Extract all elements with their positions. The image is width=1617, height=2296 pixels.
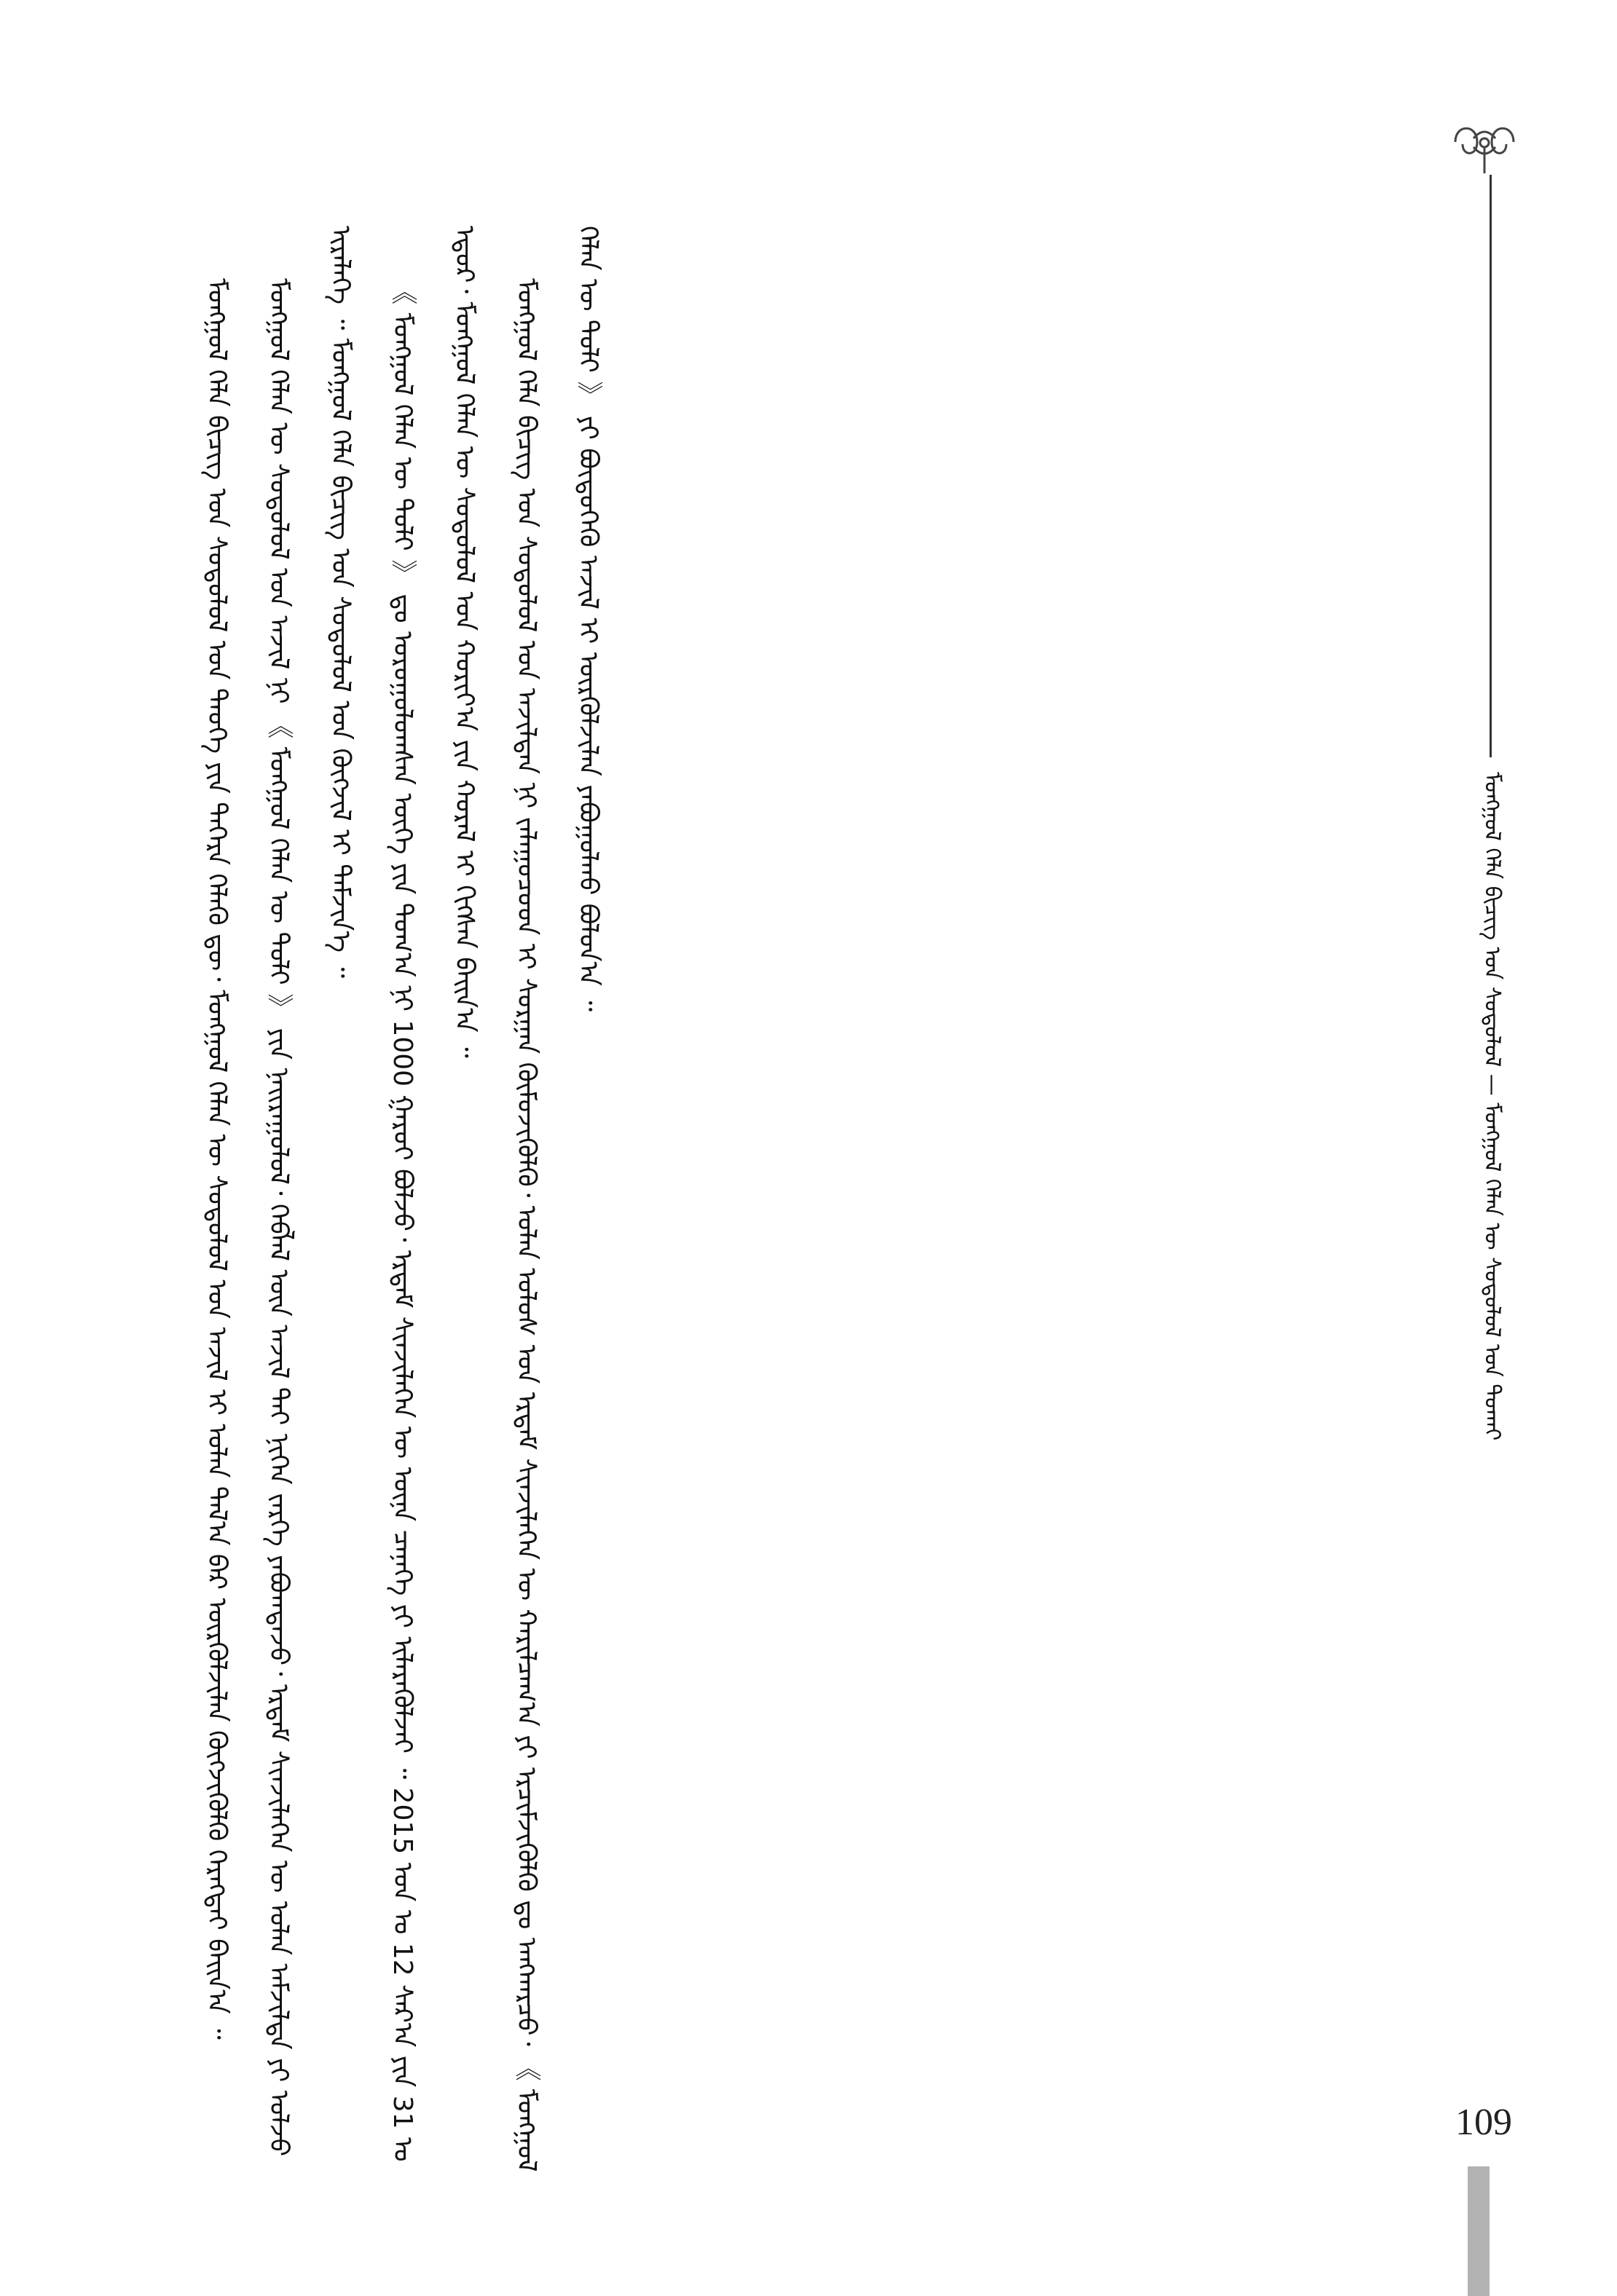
body-text [186,226,1453,2192]
body-paragraph: 《 ᠮᠣᠩᠭᠣᠯ ᠬᠡᠯᠡᠨ ᠦ ᠲᠣᠯᠢ 》 ᠳᠤ ᠣᠷᠣᠭᠤᠯᠤᠭᠰᠠᠨ ᠦᠭᠡ ᠶᠢᠨ ᠲᠣᠭ᠎ᠠ ᠨᠢ 1000 ᠭᠠᠷᠤᠢ ᠪᠣᠯᠵᠤ᠂ ᠡᠷᠳᠡᠮ ᠰᠢᠨᠵᠢᠯᠡᠭᠡᠨ ᠦ ᠦᠨᠡ ᠴᠡᠨᠡᠭᠡ ᠶᠢ ᠢᠯᠡᠷᠡᠭᠦᠯᠵᠡᠢ ᠃ 2015 ᠣᠨ ᠤ 12 ᠰᠠᠷ᠎ᠠ ᠶᠢᠨ 31 ᠤ ᠡᠳᠦᠷ᠂ ᠮᠣᠩᠭᠣᠯ ᠬᠡᠯᠡᠨ ᠦ ᠰᠤᠳᠤᠯᠤᠯ ᠤᠨ ᠬᠣᠷᠢᠶ᠎ᠠ ᠶᠢᠨ ᠬᠤᠷᠠᠯ ᠢ ᠬᠢᠭᠰᠡᠨ ᠪᠠᠢᠨ᠎ᠠ ᠃ [387,226,479,2162]
body-paragraph: ᠮᠣᠩᠭᠣᠯ ᠬᠡᠯᠡᠨ ᠦ ᠰᠤᠳᠤᠯᠤᠯ ᠤᠨ ᠠᠵᠢᠯ ᠨᠢ 《 ᠮᠣᠩᠭᠣᠯ ᠬᠡᠯᠡᠨ ᠦ ᠲᠣᠯᠢ 》 ᠶᠢᠨ ᠨᠠᠢᠷᠠᠭᠤᠯᠤᠯ᠂ ᠬᠡᠪᠯᠡᠯ ᠦᠨ ᠠᠵᠢᠯ ᠲᠠᠢ ᠨᠢᠭᠡᠨ ᠵᠡᠷᠭᠡ ᠶᠠᠪᠤᠭᠳᠠᠵᠤ᠂ ᠡᠷᠳᠡᠮ ᠰᠢᠨᠵᠢᠯᠡᠭᠡᠨ ᠦ ᠣᠯᠠᠨ ᠠᠮᠵᠢᠯᠲᠠ ᠶᠢ ᠣᠯᠵᠤ ᠢᠷᠡᠯᠡᠭᠡ ᠃ ᠮᠣᠩᠭᠣᠯ ᠬᠡᠯᠡ ᠪᠢᠴᠢᠭ ᠤᠨ ᠰᠤᠳᠤᠯᠤᠯ ᠤᠨ ᠬᠥᠭᠵᠢᠯ ᠢ ᠳᠡᠮᠵᠢᠨ᠎ᠡ ᠃ [264,226,355,2157]
page-number: 109 [1455,2102,1512,2143]
header-rule [1490,175,1492,757]
body-paragraph: ᠮᠣᠩᠭᠣᠯ ᠬᠡᠯᠡ ᠪᠢᠴᠢᠭ ᠤᠨ ᠰᠤᠳᠤᠯᠤᠯ ᠤᠨ ᠲᠡᠦᠬᠡ ᠶᠢᠨ ᠳᠡᠭᠡᠷᠡ ᠬᠡᠯᠡᠬᠦ ᠳᠦ᠂ ᠮᠣᠩᠭᠣᠯ ᠬᠡᠯᠡᠨ ᠦ ᠰᠤᠳᠤᠯᠤᠯ ᠤᠨ ᠠᠵᠢᠯ ᠢ ᠣᠯᠠᠨ ᠲᠠᠯ᠎ᠠ ᠪᠠᠷ ᠦᠷᠭᠦᠯᠵᠢᠯᠡᠨ ᠬᠦᠭᠵᠢᠭᠦᠯᠬᠦ ᠬᠡᠷᠡᠭᠲᠡᠢ ᠪᠠᠢᠨ᠎ᠠ ᠃ [202,278,232,2040]
page-edge-bar [1468,2166,1490,2296]
running-head: ᠮᠣᠩᠭᠣᠯ ᠬᠡᠯᠡ ᠪᠢᠴᠢᠭ ᠤᠨ ᠰᠤᠳᠤᠯᠤᠯ — ᠮᠣᠩᠭᠣᠯ ᠬᠡᠯᠡᠨ ᠦ ᠰᠤᠳᠤᠯᠤᠯ ᠤᠨ ᠲᠤᠬᠠᠢ [1479,772,1505,1441]
body-paragraph: ᠮᠣᠩᠭᠣᠯ ᠬᠡᠯᠡ ᠪᠢᠴᠢᠭ ᠤᠨ ᠰᠤᠳᠤᠯᠤᠯ ᠤᠨ ᠠᠵᠢᠯᠲᠠᠨ ᠨᠢ ᠵᠠᠯᠠᠭᠤᠴᠤᠳ ᠢ ᠰᠤᠷᠭᠠᠨ ᠬᠦᠮᠦᠵᠢᠭᠦᠯᠬᠦ᠂ ᠣᠯᠠᠨ ᠤᠯᠤᠰ ᠤᠨ ᠡᠷᠳᠡᠮ ᠰᠢᠨᠵᠢᠯᠡᠭᠡᠨ ᠦ ᠬᠠᠷᠢᠯᠴᠠᠭ᠎ᠠ ᠶᠢ ᠡᠷᠴᠢᠮᠵᠢᠭᠦᠯᠬᠦ ᠳᠤ ᠠᠩᠬᠠᠷᠴᠤ᠂ 《 ᠮᠣᠩᠭᠣᠯ ᠬᠡᠯᠡᠨ ᠦ ᠲᠣᠯᠢ 》 ᠶᠢ ᠪᠦᠲᠦᠭᠡᠬᠦ ᠠᠵᠢᠯ ᠢ ᠦᠷᠭᠦᠯᠵᠢᠯᠡᠨ ᠶᠠᠪᠤᠭᠤᠯᠬᠤ ᠪᠣᠯᠤᠨ᠎ᠠ ᠃ [511,226,603,2172]
scroll-ornament-icon [1441,109,1528,175]
